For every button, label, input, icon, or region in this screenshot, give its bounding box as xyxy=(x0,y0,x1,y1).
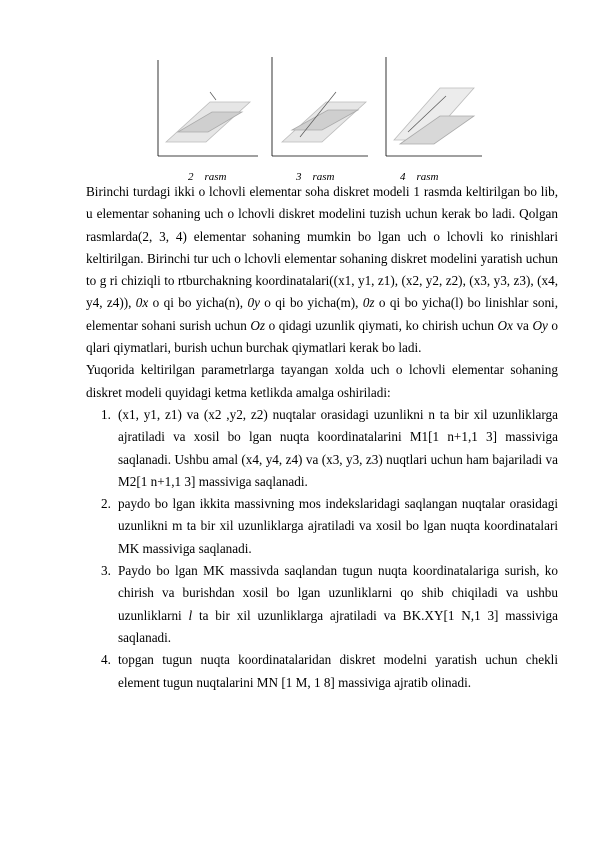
document-body xyxy=(86,181,558,694)
paragraph-1-text-a: Birinchi turdagi ikki o lchovli elementar soha diskret modeli 1 rasmda keltirilgan bo lib, u elementar sohaning uch o lchovli diskret modelini tuzish uchun kerak bo ladi. Qolgan rasmlarda(2, 3, 4) elementar sohaning mumkin bo lgan uch o lchovli ko rinishlari keltirilgan. Birinchi tur uch o lchovli elementar sohaning diskret modelini yaratish uchun to g ri chiziqli to rtburchakning koordinatalari((x1, y1, z1), (x2, y2, z2), (x3, y3, z3), (x4, y4, z4)), xyxy=(86,184,558,311)
parallelogram-figures xyxy=(150,52,490,187)
list-item-text: (x1, y1, z1) va (x2 ,y2, z2) nuqtalar orasidagi uzunlikni n ta bir xil uzunliklarga ajratiladi va xosil bo lgan nuqta koordinatalarini M1[1 n+1,1 3] massiviga saqlanadi. Ushbu amal (x4, y4, z4) va (x3, y3, z3) nuqtlari uchun ham bajariladi va M2[1 n+1,1 3] massiviga saqlanadi. xyxy=(118,406,558,489)
variable-l: l xyxy=(188,607,193,623)
paragraph-2: Yuqorida keltirilgan parametrlarga tayangan xolda uch o lchovli elementar sohaning diskret modeli quyidagi ketma ketlikda amalga oshiriladi: xyxy=(86,362,558,400)
axis-Oz: Oz xyxy=(250,317,266,333)
axis-0x: 0x xyxy=(135,295,149,311)
list-item-number: 4. xyxy=(101,652,111,668)
list-item-text: Paydo bo lgan MK massivda saqlandan tugun nuqta koordinatalariga surish, ko chirish va burishdan xosil bo lgan uzunliklarni qo shib chiqiladi va ushbu uzunliklarni xyxy=(118,563,558,623)
list-item-text: paydo bo lgan ikkita massivning mos indekslaridagi saqlangan nuqtalar orasidagi uzunlikni m ta bir xil uzunliklarga ajratiladi va xosil bo lgan nuqta koordinatalari MK massiviga saqlanadi. xyxy=(118,496,558,556)
axis-Ox: Ox xyxy=(497,317,513,333)
axis-Oy: Oy xyxy=(532,317,548,333)
steps-list xyxy=(86,404,558,694)
list-item-number: 3. xyxy=(101,563,111,579)
paragraph-1-text-f: va xyxy=(512,317,533,333)
list-item xyxy=(86,649,558,694)
axis-0y: 0y xyxy=(247,295,260,311)
paragraph-1-text-b: o qi bo yicha(n), xyxy=(148,295,248,311)
list-item-number: 1. xyxy=(101,406,111,422)
figure-caption-4: 4 rasm xyxy=(400,171,439,183)
paragraph-1-text-e: o qidagi uzunlik qiymati, ko chirish uchun xyxy=(265,317,498,333)
paragraph-1-text-g: o qlari qiymatlari, burish uchun burchak qiymatlari kerak bo ladi. xyxy=(86,317,558,356)
axis-0z: 0z xyxy=(362,295,375,311)
paragraph-1-text-c: o qi bo yicha(m), xyxy=(259,295,363,311)
figure-caption-2: 2 rasm xyxy=(188,171,227,183)
list-item-number: 2. xyxy=(101,496,111,512)
list-item xyxy=(86,560,558,649)
figure-caption-3: 3 rasm xyxy=(296,171,335,183)
paragraph-1 xyxy=(86,181,558,359)
list-item xyxy=(86,404,558,493)
list-item xyxy=(86,493,558,560)
list-item-text: topgan tugun nuqta koordinatalaridan diskret modelni yaratish uchun chekli element tugun nuqtalarini MN [1 M, 1 8] massiviga ajratib olinadi. xyxy=(118,652,558,690)
list-item-text: ta bir xil uzunliklarga ajratiladi va BK.XY[1 N,1 3] massiviga saqlanadi. xyxy=(118,607,558,645)
figures-strip xyxy=(150,52,490,187)
figure-3 xyxy=(272,57,368,156)
figure-4 xyxy=(386,57,482,156)
figure-2 xyxy=(158,60,258,156)
paragraph-1-text-d: o qi bo yicha(l) bo linishlar soni, elementar sohani surish uchun xyxy=(86,295,559,333)
